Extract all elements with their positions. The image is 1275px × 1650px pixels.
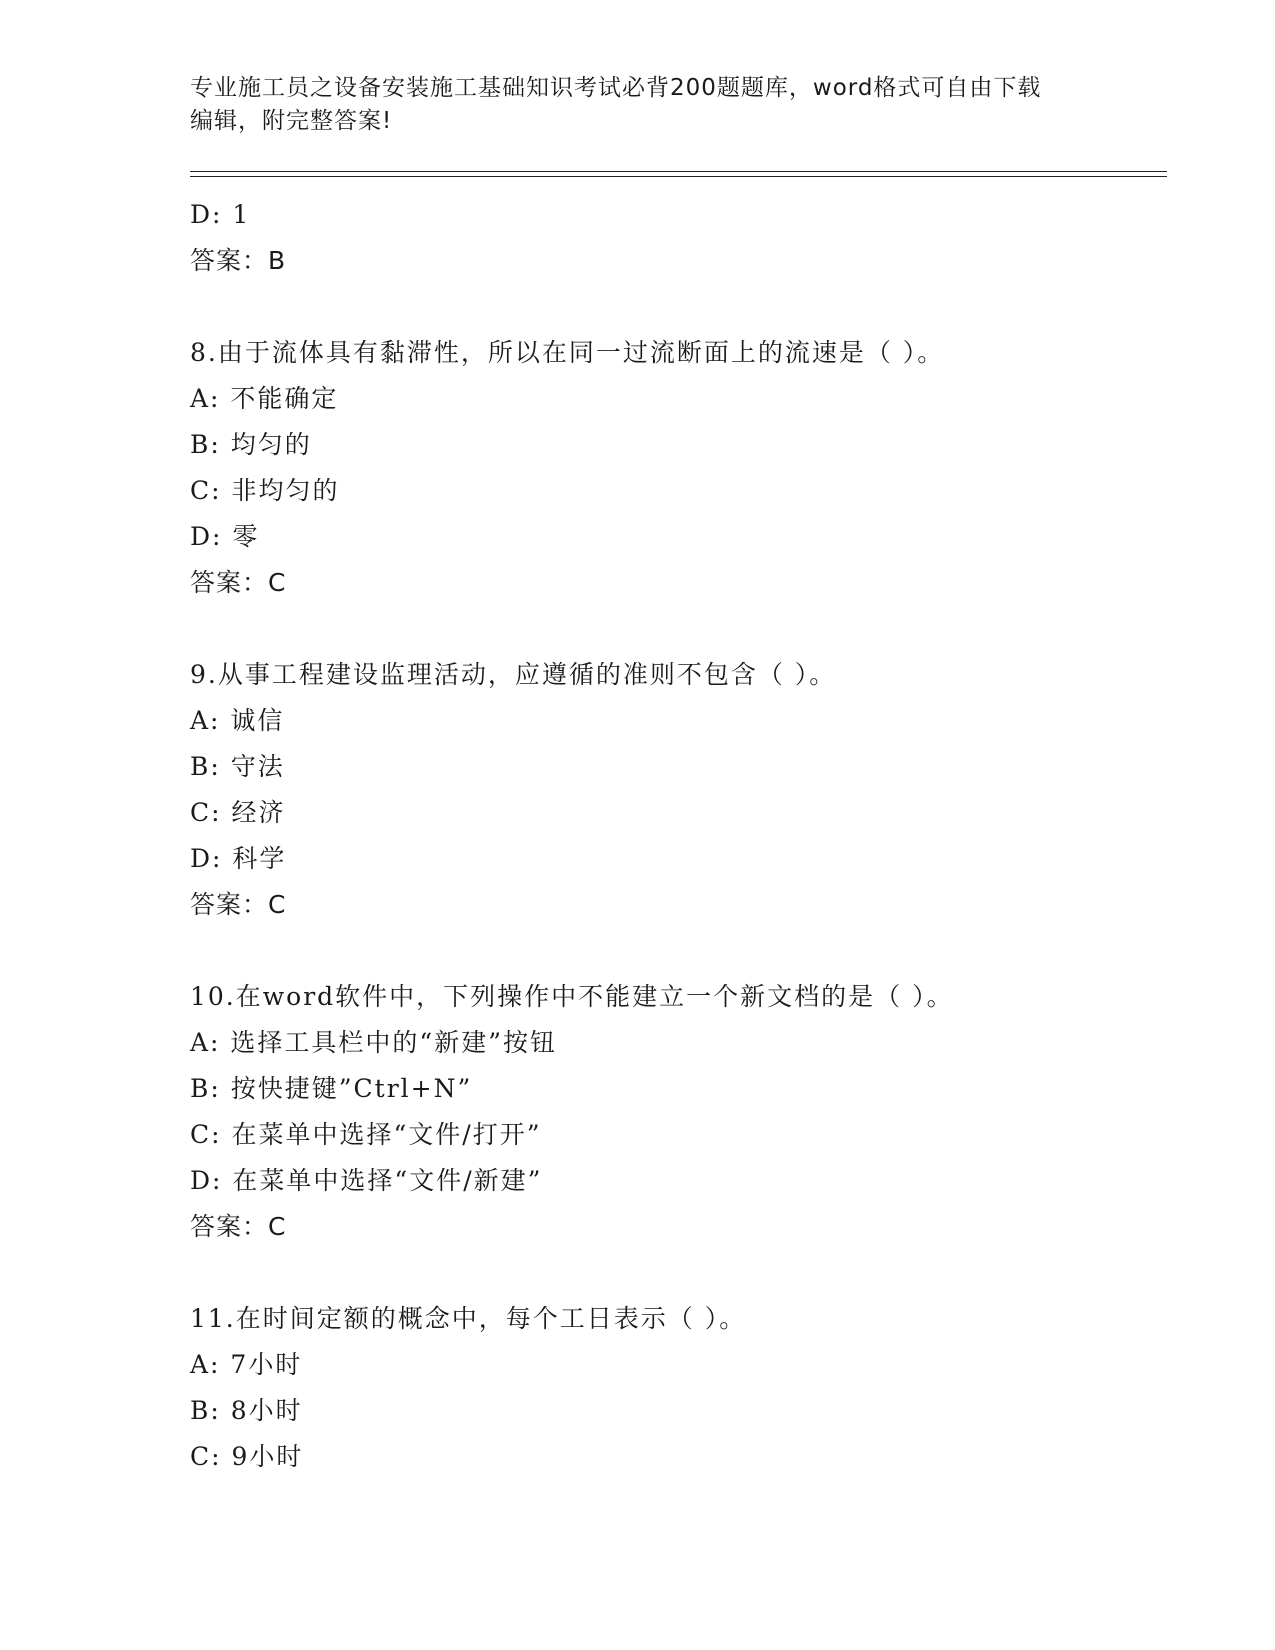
option-c: C: 9小时 (190, 1442, 304, 1471)
option-a: A: 选择工具栏中的“新建”按钮 (190, 1028, 557, 1057)
option-a: A: 诚信 (190, 706, 285, 735)
header-title-line-1: 专业施工员之设备安装施工基础知识考试必背200题题库，word格式可自由下载 (190, 75, 1042, 101)
option-a: A: 不能确定 (190, 384, 339, 413)
question-text: 11.在时间定额的概念中，每个工日表示（ ）。 (190, 1304, 747, 1333)
option-c: C: 非均匀的 (190, 476, 340, 505)
spacer (190, 606, 1170, 652)
question-text: 8.由于流体具有黏滞性，所以在同一过流断面上的流速是（ ）。 (190, 338, 945, 367)
spacer (190, 1250, 1170, 1296)
option-b: B: 按快捷键”Ctrl+N” (190, 1074, 473, 1103)
answer-line: 答案：C (190, 568, 287, 597)
option-d: D: 1 (190, 200, 251, 229)
option-d: D: 科学 (190, 844, 287, 873)
header-rule-top (190, 171, 1167, 172)
header-rule-bottom (190, 176, 1167, 177)
option-c: C: 经济 (190, 798, 286, 827)
option-b: B: 8小时 (190, 1396, 303, 1425)
header-title-line-2: 编辑，附完整答案! (190, 108, 393, 134)
option-b: B: 均匀的 (190, 430, 312, 459)
answer-line: 答案：B (190, 246, 287, 275)
option-b: B: 守法 (190, 752, 285, 781)
document-header (190, 72, 1090, 138)
question-text: 9.从事工程建设监理活动，应遵循的准则不包含（ ）。 (190, 660, 837, 689)
option-a: A: 7小时 (190, 1350, 303, 1379)
answer-line: 答案：C (190, 890, 287, 919)
question-text: 10.在word软件中，下列操作中不能建立一个新文档的是（ ）。 (190, 982, 954, 1011)
option-c: C: 在菜单中选择“文件/打开” (190, 1120, 542, 1149)
answer-line: 答案：C (190, 1212, 287, 1241)
spacer (190, 284, 1170, 330)
option-d: D: 零 (190, 522, 260, 551)
question-list (190, 192, 1170, 1480)
option-d: D: 在菜单中选择“文件/新建” (190, 1166, 543, 1195)
spacer (190, 928, 1170, 974)
